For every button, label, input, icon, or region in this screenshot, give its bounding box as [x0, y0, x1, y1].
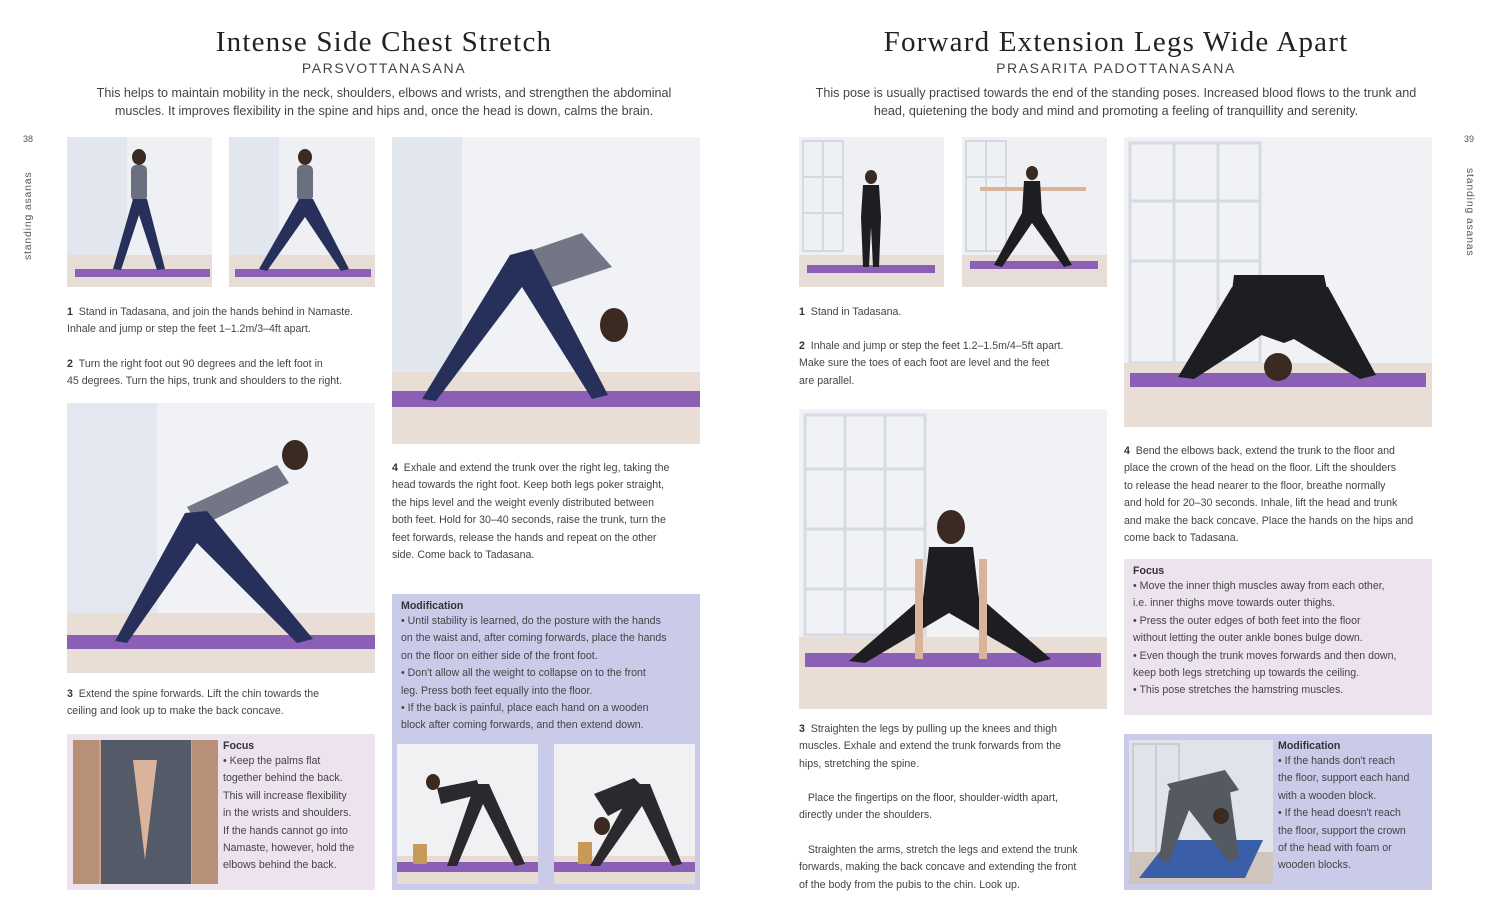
- modification-line: on the waist and, after coming forwards, place the hands: [401, 632, 667, 645]
- left-modification-box: [392, 594, 700, 890]
- focus-line: This will increase flexibility: [223, 789, 347, 802]
- modification-line: of the head with foam or: [1278, 842, 1392, 855]
- modification-line: block after coming forwards, and then extend down.: [401, 719, 644, 732]
- step-number: 3: [67, 688, 73, 700]
- focus-line: • Move the inner thigh muscles away from each other,: [1133, 580, 1385, 592]
- photo-step4-head-on-floor: [1124, 137, 1432, 427]
- focus-line: • Press the outer edges of both feet into the floor: [1133, 614, 1361, 627]
- right-page-number: 39: [1464, 134, 1475, 144]
- step-line: head towards the right foot. Keep both legs poker straight,: [392, 479, 665, 492]
- photo-step4-forward-bend: [392, 137, 700, 444]
- focus-line: keep both legs stretching up towards the ceiling.: [1133, 667, 1360, 680]
- step-line: Exhale and extend the trunk over the right leg, taking the: [403, 462, 670, 474]
- focus-line: • Keep the palms flat: [223, 755, 321, 767]
- step-line: are parallel.: [799, 374, 855, 387]
- modification-title: Modification: [1278, 740, 1341, 752]
- focus-line: in the wrists and shoulders.: [223, 807, 352, 820]
- right-step-3-para-2: [799, 790, 1109, 825]
- step-line: ceiling and look up to make the back concave.: [67, 705, 284, 718]
- right-page-subtitle: PRASARITA PADOTTANASANA: [996, 60, 1236, 76]
- modification-line: on the floor on either side of the front foot.: [401, 649, 598, 662]
- photo-hands-namaste-back: [73, 740, 218, 884]
- step-line: hips, stretching the spine.: [799, 757, 920, 770]
- focus-line: without letting the outer ankle bones bulge down.: [1133, 632, 1363, 645]
- right-step-3: [799, 721, 1109, 773]
- modification-line: • Until stability is learned, do the posture with the hands: [401, 615, 661, 627]
- modification-title: Modification: [401, 600, 464, 612]
- left-section-label: standing asanas: [22, 171, 34, 260]
- step-line: Straighten the arms, stretch the legs and extend the trunk: [807, 844, 1078, 856]
- right-focus-box: [1124, 559, 1432, 715]
- left-page-subtitle: PARSVOTTANASANA: [301, 60, 467, 76]
- modification-line: wooden blocks.: [1278, 859, 1352, 872]
- step-line: Straighten the legs by pulling up the knees and thigh: [810, 723, 1057, 735]
- modification-line: leg. Press both feet equally into the floor.: [401, 684, 593, 697]
- photo-modification-head-down-blocks: [554, 744, 695, 884]
- focus-title: Focus: [223, 740, 255, 752]
- step-line: feet forwards, release the hands and repeat on the other: [392, 531, 657, 544]
- photo-step3-concave-back: [67, 403, 375, 673]
- step-line: Stand in Tadasana.: [810, 306, 902, 318]
- step-line: forwards, making the back concave and extending the front: [799, 861, 1077, 874]
- step-line: and hold for 20–30 seconds. Inhale, lift the head and trunk: [1124, 497, 1398, 510]
- modification-line: • If the back is painful, place each hand on a wooden: [401, 702, 649, 715]
- step-line: directly under the shoulders.: [799, 809, 933, 822]
- step-line: 45 degrees. Turn the hips, trunk and shoulders to the right.: [67, 375, 343, 388]
- step-line: Place the fingertips on the floor, shoulder-width apart,: [807, 792, 1059, 804]
- step-line: Bend the elbows back, extend the trunk to the floor and: [1135, 445, 1395, 457]
- modification-line: the floor, support the crown: [1278, 824, 1406, 837]
- step-line: Inhale and jump or step the feet 1.2–1.5m/4–5ft apart.: [810, 340, 1064, 352]
- step-number: 2: [67, 358, 73, 370]
- left-page-intro: This helps to maintain mobility in the neck, shoulders, elbows and wrists, and strengthen the abdominal muscles. It improves flexibility in the spine and hips and, once the head is down, calms the brain.: [96, 86, 672, 118]
- right-modification-box: [1124, 734, 1432, 890]
- modification-line: • Don't allow all the weight to collapse on to the front: [401, 667, 646, 680]
- step-line: side. Come back to Tadasana.: [392, 549, 535, 562]
- right-step-2: [799, 338, 1109, 390]
- focus-line: Namaste, however, hold the: [223, 842, 355, 855]
- step-line: Stand in Tadasana, and join the hands behind in Namaste.: [78, 306, 354, 318]
- left-step-1: [67, 304, 377, 339]
- step-line: both feet. Hold for 30–40 seconds, raise the trunk, turn the: [392, 514, 666, 527]
- right-page-intro: This pose is usually practised towards the end of the standing poses. Increased blood flows to the trunk and head, quietening the body and mind and promoting a feeling of tranquillity and serenity.: [815, 86, 1417, 118]
- left-page-title: Intense Side Chest Stretch: [215, 26, 553, 58]
- photo-arms-out-legs-apart: [962, 137, 1107, 287]
- focus-line: • Even though the trunk moves forwards and then down,: [1133, 649, 1397, 662]
- modification-line: the floor, support each hand: [1278, 772, 1410, 785]
- step-line: Make sure the toes of each foot are level and the feet: [799, 357, 1050, 370]
- step-line: and make the back concave. Place the hands on the hips and: [1124, 514, 1414, 527]
- focus-line: If the hands cannot go into: [223, 824, 348, 837]
- focus-line: i.e. inner thighs move towards outer thighs.: [1133, 597, 1335, 610]
- step-line: muscles. Exhale and extend the trunk forwards from the: [799, 740, 1062, 753]
- right-page-title: Forward Extension Legs Wide Apart: [883, 26, 1349, 58]
- focus-title: Focus: [1133, 565, 1165, 577]
- step-line: the hips level and the weight evenly distributed between: [392, 496, 655, 509]
- step-number: 2: [799, 340, 805, 352]
- photo-tadasana: [799, 137, 944, 287]
- photo-modification-hands-on-blocks: [397, 744, 538, 884]
- modification-line: • If the head doesn't reach: [1278, 807, 1401, 820]
- focus-line: • This pose stretches the hamstring muscles.: [1133, 684, 1344, 697]
- step-line: Extend the spine forwards. Lift the chin towards the: [78, 688, 320, 700]
- step-line: of the body from the pubis to the chin. Look up.: [799, 878, 1020, 891]
- left-focus-box: [67, 734, 375, 890]
- modification-line: • If the hands don't reach: [1278, 755, 1396, 767]
- right-step-4: [1124, 443, 1436, 547]
- photo-modification-blocks-support: [1129, 740, 1273, 884]
- left-step-3: [67, 686, 377, 721]
- step-line: place the crown of the head on the floor. Lift the shoulders: [1124, 462, 1397, 475]
- step-line: Inhale and jump or step the feet 1–1.2m/3–4ft apart.: [67, 323, 311, 336]
- right-section-label: standing asanas: [1464, 168, 1476, 257]
- focus-line: together behind the back.: [223, 772, 343, 785]
- right-step-3-para-3: [799, 842, 1109, 894]
- step-number: 1: [799, 306, 805, 318]
- step-number: 3: [799, 723, 805, 735]
- modification-line: with a wooden block.: [1278, 789, 1377, 802]
- focus-line: elbows behind the back.: [223, 859, 337, 872]
- right-step-1: [799, 304, 1109, 321]
- step-number: 4: [1124, 445, 1130, 457]
- left-step-2: [67, 356, 377, 391]
- step-line: to release the head nearer to the floor, breathe normally: [1124, 479, 1386, 492]
- step-number: 4: [392, 462, 398, 474]
- photo-step1-back-namaste: [67, 137, 212, 287]
- left-step-4: [392, 460, 702, 564]
- photo-step3-hands-to-floor: [799, 409, 1107, 709]
- step-line: come back to Tadasana.: [1124, 532, 1239, 545]
- photo-step2-turn: [229, 137, 375, 287]
- step-line: Turn the right foot out 90 degrees and the left foot in: [78, 358, 323, 370]
- step-number: 1: [67, 306, 73, 318]
- left-page-number: 38: [23, 134, 34, 144]
